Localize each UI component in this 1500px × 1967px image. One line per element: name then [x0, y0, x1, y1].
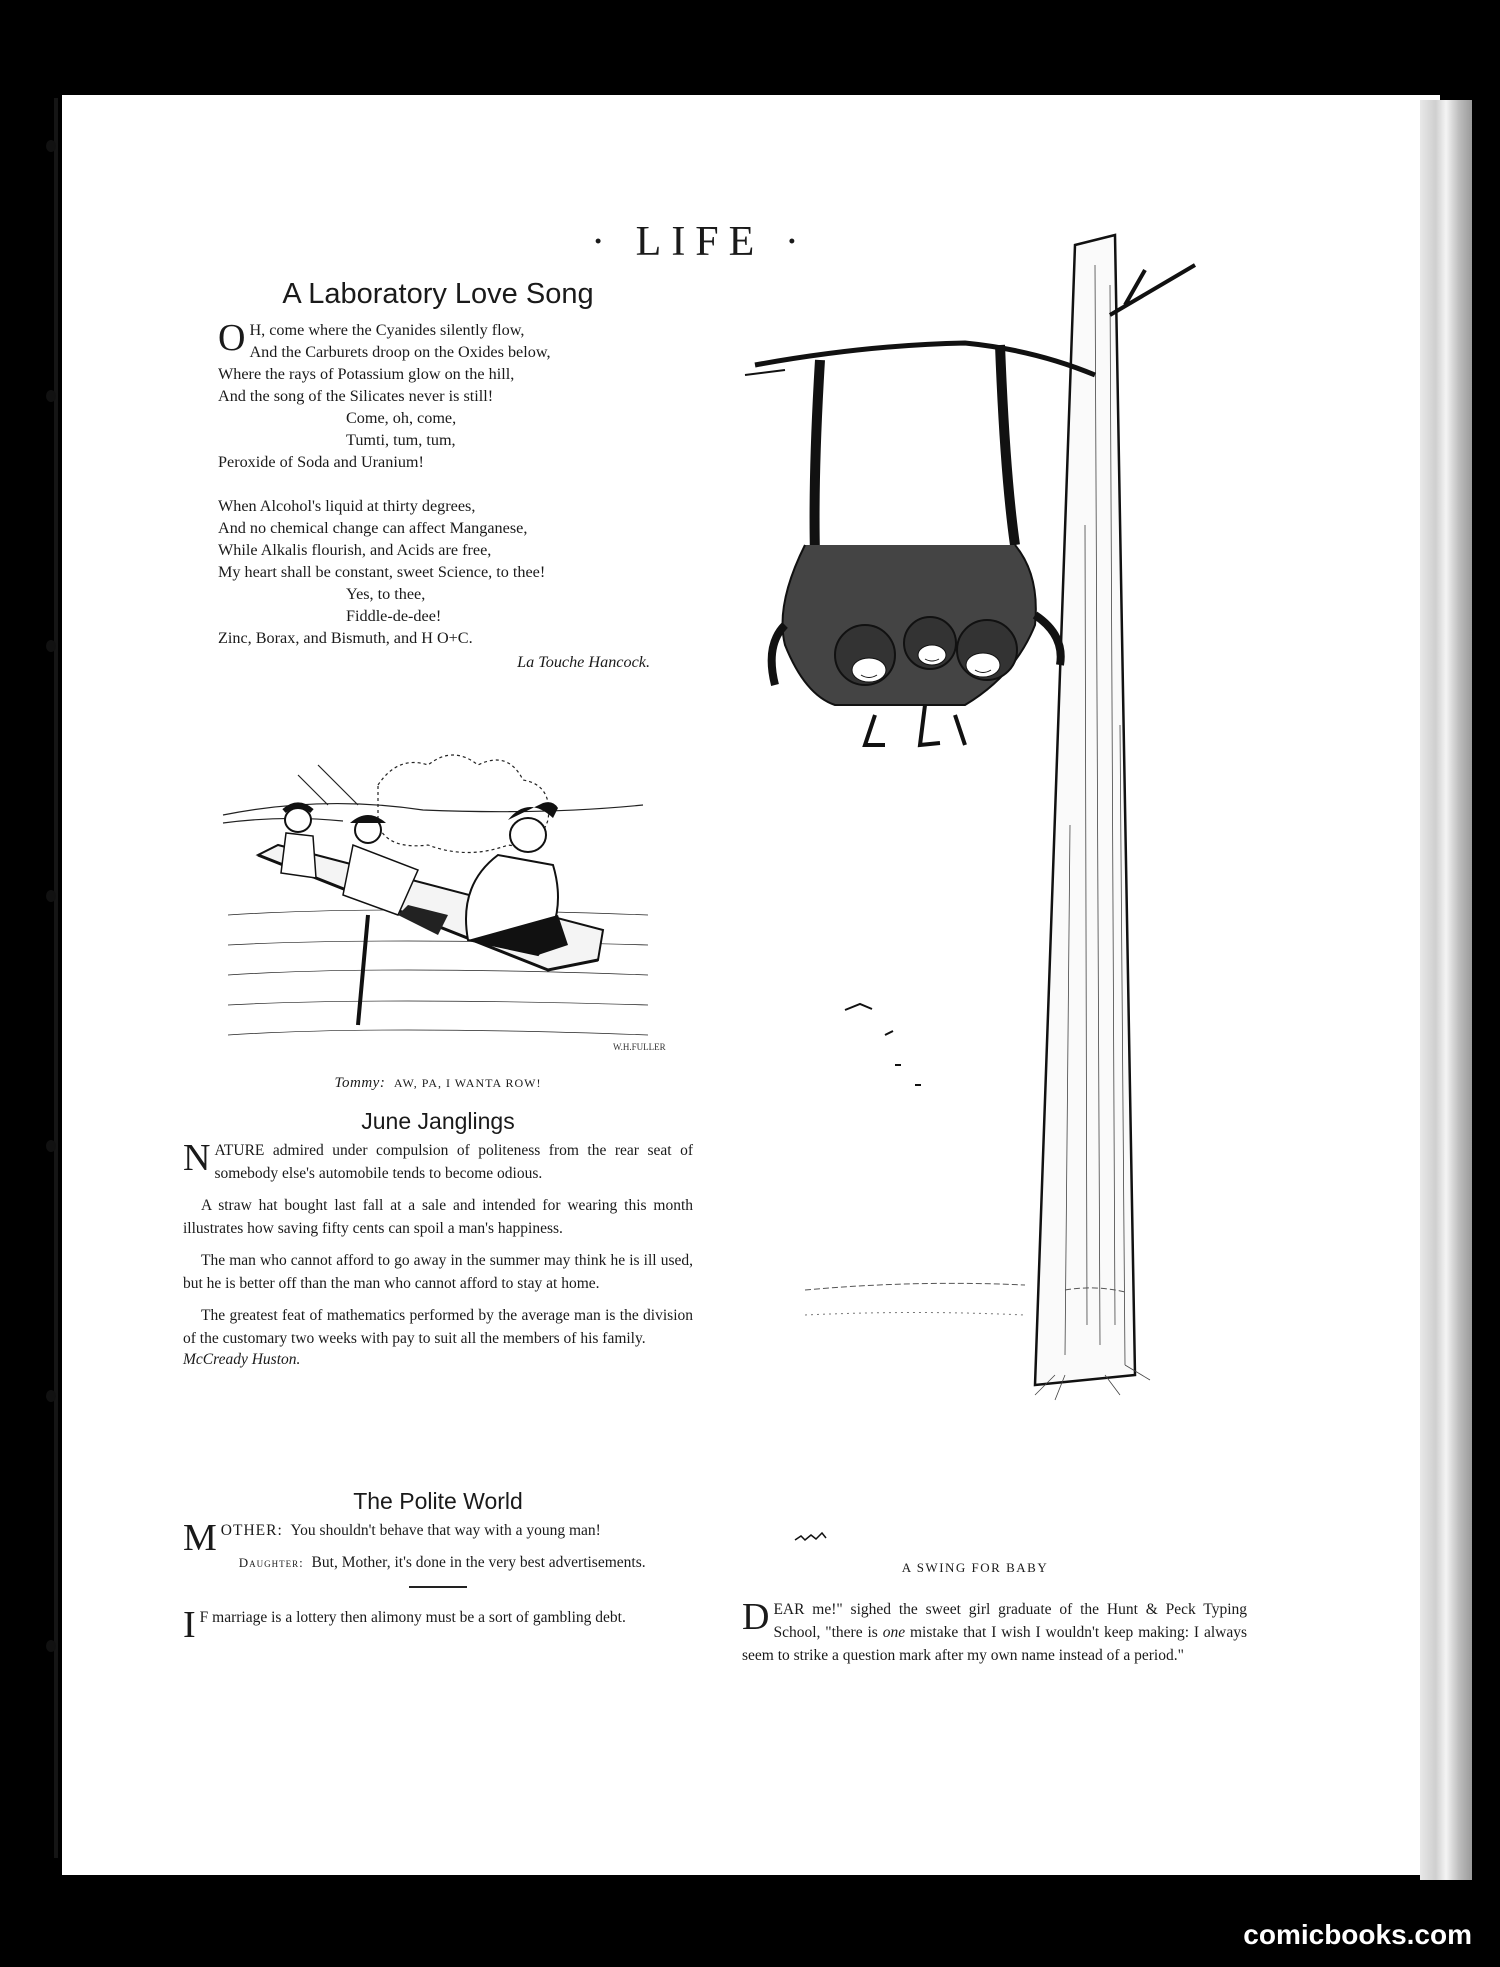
- poem-line: And the song of the Silicates never is still!: [218, 387, 494, 405]
- monkeys-caption: A SWING FOR BABY: [901, 1560, 1049, 1575]
- binding-stitch: [46, 390, 56, 402]
- paragraph: F marriage is a lottery then alimony must be a sort of gambling debt.: [199, 1609, 626, 1626]
- binding-stitch: [46, 640, 56, 652]
- binding-stitch: [46, 1640, 56, 1652]
- monkeys-illustration: [765, 225, 1185, 1575]
- poem-title: A Laboratory Love Song: [282, 278, 594, 310]
- binding-stitch: [46, 890, 56, 902]
- binding-gutter: [54, 98, 58, 1858]
- source-watermark: comicbooks.com: [1243, 1919, 1472, 1950]
- speaker-label: OTHER:: [220, 1522, 283, 1539]
- speaker-label: Daughter:: [238, 1555, 304, 1570]
- article-dear-me: [742, 1598, 1247, 1676]
- article-title: June Janglings: [361, 1108, 515, 1134]
- poem-line: Tumti, tum, tum,: [346, 431, 456, 449]
- binding-stitch: [46, 1390, 56, 1402]
- paragraph: ATURE admired under compulsion of politeness from the rear seat of somebody else's automobile tends to become odious.: [214, 1142, 693, 1182]
- poem-line: Peroxide of Soda and Uranium!: [218, 453, 424, 471]
- poem-line: My heart shall be constant, sweet Science, to thee!: [218, 563, 546, 581]
- poem-line: And no chemical change can affect Manganese,: [218, 519, 528, 537]
- poem-line: While Alkalis flourish, and Acids are free,: [218, 541, 492, 559]
- dialogue-line: You shouldn't behave that way with a young man!: [290, 1522, 601, 1539]
- caption-text: AW, PA, I WANTA ROW!: [393, 1076, 542, 1090]
- artist-signature: [795, 1533, 826, 1540]
- paragraph-part: mistake that I wish I wouldn't keep making: I always seem to strike a question mark after my own name instead of a period.": [742, 1624, 1247, 1664]
- article-title: The Polite World: [353, 1488, 523, 1514]
- section-divider: [409, 1586, 467, 1588]
- article-polite-world: [183, 1488, 693, 1646]
- poem-line: Yes, to thee,: [346, 585, 426, 603]
- boat-illustration: [218, 705, 666, 1070]
- article-june-janglings: [183, 1108, 693, 1380]
- paragraph-part: EAR me!" sighed the sweet girl graduate of the Hunt & Peck Typing School, "there is: [773, 1601, 1247, 1641]
- dialogue-line: But, Mother, it's done in the very best advertisements.: [311, 1554, 646, 1571]
- binding-stitch: [46, 140, 56, 152]
- poem-laboratory-love-song: [218, 278, 658, 673]
- poem-line: Zinc, Borax, and Bismuth, and H O+C.: [218, 629, 473, 647]
- cartoon-boat: [218, 705, 666, 1091]
- paragraph: The man who cannot afford to go away in the summer may think he is ill used, but he is better off than the man who cannot afford to stay at home.: [183, 1252, 693, 1292]
- drop-cap: D: [742, 1596, 770, 1638]
- drop-cap: I: [183, 1604, 196, 1646]
- drop-cap: O: [218, 317, 246, 359]
- poem-line: When Alcohol's liquid at thirty degrees,: [218, 497, 476, 515]
- poem-stanza-1: [218, 319, 658, 473]
- poem-stanza-2: [218, 495, 658, 649]
- magazine-title: · LIFE ·: [591, 219, 809, 265]
- poem-line: And the Carburets droop on the Oxides below,: [249, 343, 551, 361]
- poem-line: H, come where the Cyanides silently flow,: [249, 321, 525, 339]
- paragraph: A straw hat bought last fall at a sale and intended for wearing this month illustrates how saving fifty cents can spoil a man's happiness.: [183, 1197, 693, 1237]
- emphasis: one: [882, 1624, 906, 1641]
- article-author: McCready Huston.: [183, 1351, 301, 1368]
- boat-caption: [218, 1075, 658, 1092]
- paragraph: The greatest feat of mathematics performed by the average man is the division of the customary two weeks with pay to suit all the members of his family.: [183, 1307, 693, 1347]
- caption-speaker: Tommy:: [334, 1075, 386, 1091]
- page-edges: [1420, 100, 1472, 1880]
- poem-line: Fiddle-de-dee!: [346, 607, 442, 625]
- binding-stitch: [46, 1140, 56, 1152]
- drop-cap: M: [183, 1517, 217, 1559]
- poem-line: Where the rays of Potassium glow on the hill,: [218, 365, 515, 383]
- poem-author: La Touche Hancock.: [517, 653, 650, 671]
- cartoon-monkeys: [765, 225, 1185, 1585]
- drop-cap: N: [183, 1137, 211, 1179]
- poem-line: Come, oh, come,: [346, 409, 457, 427]
- illustrator-signature: W.H.FULLER: [613, 1042, 666, 1052]
